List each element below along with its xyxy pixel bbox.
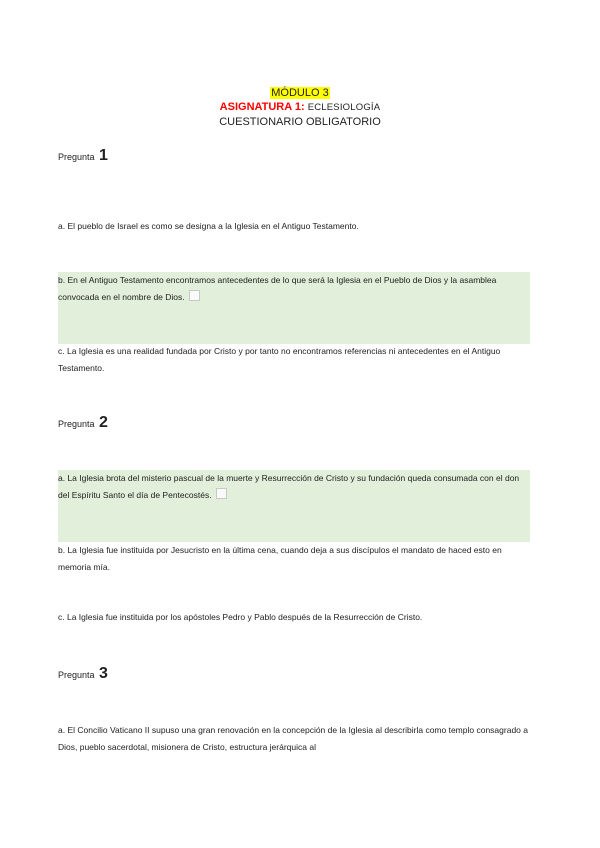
question-label: Pregunta: [58, 152, 95, 162]
answer-text: a. El pueblo de Israel es como se designa a la Iglesia en el Antiguo Testamento.: [58, 221, 359, 231]
question-2-title: [58, 414, 108, 432]
answer-checkbox[interactable]: [216, 488, 227, 499]
subject-label: ASIGNATURA 1:: [219, 101, 305, 113]
question-1-answer-a[interactable]: [58, 218, 530, 235]
question-2-answer-c[interactable]: [58, 609, 530, 626]
question-1-answer-b[interactable]: [58, 272, 530, 344]
answer-checkbox[interactable]: [189, 290, 200, 301]
answer-text: a. La Iglesia brota del misterio pascual de la muerte y Resurrección de Cristo y su fundación queda consumada con el don del Espíritu Santo el día de Pentecostés.: [58, 473, 520, 500]
question-1-title: [58, 147, 108, 165]
question-3-answer-a[interactable]: [58, 722, 530, 756]
answer-text: c. La Iglesia es una realidad fundada por Cristo y por tanto no encontramos referencias ni antecedentes en el Antiguo Testamento.: [58, 346, 501, 373]
question-number: 3: [99, 665, 108, 682]
answer-text: b. La Iglesia fue instituida por Jesucristo en la última cena, cuando deja a sus discípulos el mandato de haced esto en memoria mía.: [58, 545, 502, 572]
answer-text: b. En el Antiguo Testamento encontramos antecedentes de lo que será la Iglesia en el Pueblo de Dios y la asamblea convocada en el nombre de Dios.: [58, 275, 497, 302]
answer-text: a. El Concilio Vaticano II supuso una gran renovación en la concepción de la Iglesia al describirla como templo consagrado a Dios, pueblo sacerdotal, misionera de Cristo, estructura jerárquica al: [58, 725, 528, 752]
question-number: 2: [99, 414, 108, 431]
question-label: Pregunta: [58, 419, 95, 429]
question-1-answer-c[interactable]: [58, 343, 530, 377]
question-3-title: [58, 665, 108, 683]
question-2-answer-a[interactable]: [58, 470, 530, 542]
question-number: 1: [99, 147, 108, 164]
document-header: [0, 86, 600, 129]
question-label: Pregunta: [58, 670, 95, 680]
module-title: MÓDULO 3: [271, 87, 329, 99]
subject-name: ECLESIOLOGÍA: [307, 102, 381, 113]
questionnaire-subtitle: CUESTIONARIO OBLIGATORIO: [219, 116, 381, 128]
question-2-answer-b[interactable]: [58, 542, 530, 576]
answer-text: c. La Iglesia fue instituida por los apóstoles Pedro y Pablo después de la Resurrección de Cristo.: [58, 612, 423, 622]
